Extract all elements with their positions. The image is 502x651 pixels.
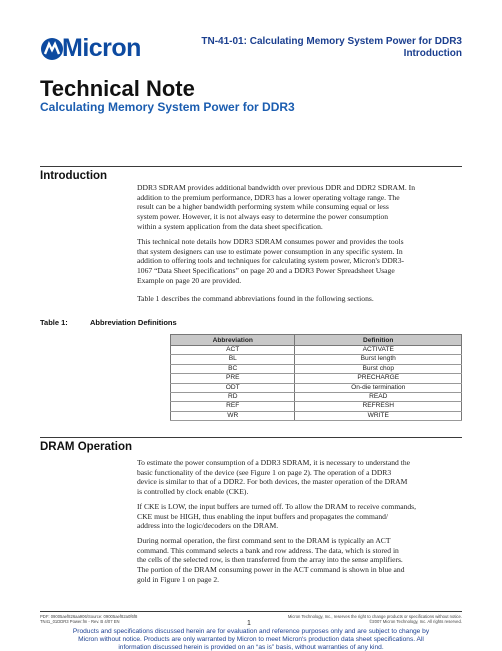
table-cell: REFRESH <box>295 402 462 411</box>
running-header <box>201 36 462 60</box>
running-header-title: TN-41-01: Calculating Memory System Power for DDR3 <box>201 36 462 47</box>
table-row <box>171 411 462 420</box>
table-cell: BL <box>171 355 295 364</box>
dram-paragraph-1 <box>137 458 462 497</box>
text-line: address into the logic/decoders on the DRAM. <box>137 521 279 531</box>
column-header-abbreviation: Abbreviation <box>171 335 295 346</box>
text-line: the cells of the selected row, is then transferred from the array into the sense amplifiers. <box>137 555 403 565</box>
text-line: 1067 “Data Sheet Specifications” on page 20 and a DDR3 Power Spreadsheet Usage <box>137 266 395 276</box>
footer-divider <box>40 611 462 612</box>
table-cell: REF <box>171 402 295 411</box>
footer-right <box>288 614 462 624</box>
page-number: 1 <box>247 620 251 627</box>
footer-source: PDF: 09005aef826aa906/Source: 09005aef82a0f6f8 <box>40 614 138 619</box>
text-line: To estimate the power consumption of a DDR3 SDRAM, it is necessary to understand the <box>137 458 411 467</box>
footer-rights: Micron Technology, Inc., reserves the right to change products or specifications without notice. <box>287 614 462 619</box>
table-cell: WR <box>171 411 295 420</box>
table-cell: On-die termination <box>295 383 462 392</box>
text-line: DDR3 SDRAM provides additional bandwidth over previous DDR and DDR2 SDRAM. In <box>137 183 416 192</box>
table-cell: WRITE <box>295 411 462 420</box>
disclaimer <box>40 628 462 651</box>
table-cell: PRE <box>171 374 295 383</box>
text-line: result can be a higher bandwidth performing system while consuming equal or less <box>137 202 389 212</box>
table-row <box>171 364 462 373</box>
footer-copyright: ©2007 Micron Technology, Inc. All rights reserved. <box>369 619 462 624</box>
table-cell: ODT <box>171 383 295 392</box>
table-row <box>171 346 462 355</box>
dram-paragraph-3 <box>137 536 462 585</box>
text-line: command. This command selects a bank and row address. The data, which is stored in <box>137 545 399 555</box>
table-cell: RD <box>171 393 295 402</box>
table-cell: ACTIVATE <box>295 346 462 355</box>
text-line: system power. However, it is not always easy to determine the power consumption <box>137 212 389 222</box>
footer-file: TN41_01DDR3 Power.fm - Rev. B 4/07 EN <box>40 619 120 624</box>
text-line: that system designers can use to estimate power consumption in any specific system. In <box>137 246 403 256</box>
text-line: The portion of the DRAM consuming power in the ACT command is shown in blue and <box>137 565 405 575</box>
micron-logo <box>40 34 140 64</box>
table-row <box>171 355 462 364</box>
text-line: If CKE is LOW, the input buffers are turned off. To allow the DRAM to receive commands, <box>137 502 417 511</box>
text-line: CKE must be HIGH, thus enabling the input buffers and propagates the command/ <box>137 511 389 521</box>
table-cell: ACT <box>171 346 295 355</box>
text-line: device is similar to that of a DDR2. For both devices, the master operation of the DRAM <box>137 477 408 487</box>
table-number: Table 1: <box>40 318 68 327</box>
micron-logo-icon <box>40 37 64 61</box>
text-line: addition to the premium performance, DDR3 has a lower operating voltage range. The <box>137 192 400 202</box>
table-cell: Burst length <box>295 355 462 364</box>
text-line: Table 1 describes the command abbreviations found in the following sections. <box>137 294 374 303</box>
dram-heading: DRAM Operation <box>40 441 132 453</box>
running-header-section: Introduction <box>403 48 462 59</box>
table-header-row <box>171 335 462 346</box>
table-row <box>171 383 462 392</box>
text-line: During normal operation, the first command sent to the DRAM is typically an ACT <box>137 536 391 545</box>
table-caption <box>40 318 177 327</box>
disclaimer-line: Micron without notice. Products are only warranted by Micron to meet Micron's production data sheet specifications. All <box>78 635 424 643</box>
text-line: This technical note details how DDR3 SDRAM consumes power and provides the tools <box>137 237 404 246</box>
footer-left <box>40 614 137 624</box>
table-cell: Burst chop <box>295 364 462 373</box>
intro-paragraph-3 <box>137 294 462 304</box>
text-line: basic functionality of the device (see Figure 1 on page 2). The operation of a DDR3 <box>137 467 392 477</box>
text-line: addition to offering tools and techniques for calculating system power, Micron's DDR3- <box>137 256 405 266</box>
intro-heading: Introduction <box>40 170 108 182</box>
disclaimer-line: information discussed herein is provided on an “as is” basis, without warranties of any kind. <box>118 643 384 651</box>
table-cell: READ <box>295 393 462 402</box>
table-title: Abbreviation Definitions <box>90 318 177 327</box>
section-divider <box>40 166 462 167</box>
table-row <box>171 393 462 402</box>
page-subtitle: Calculating Memory System Power for DDR3 <box>40 100 295 114</box>
table-row <box>171 402 462 411</box>
abbreviation-table <box>170 334 462 421</box>
table-row <box>171 374 462 383</box>
disclaimer-line: Products and specifications discussed herein are for evaluation and reference purposes only and are subject to change by <box>72 628 430 635</box>
column-header-definition: Definition <box>295 335 462 346</box>
dram-paragraph-2 <box>137 502 462 531</box>
text-line: gold in Figure 1 on page 2. <box>137 574 220 584</box>
section-divider <box>40 437 462 438</box>
text-line: within a system application from the data sheet specification. <box>137 221 323 231</box>
intro-paragraph-1 <box>137 183 462 232</box>
text-line: Example on page 20 are provided. <box>137 275 242 285</box>
page-title: Technical Note <box>40 76 195 101</box>
table-cell: BC <box>171 364 295 373</box>
table-cell: PRECHARGE <box>295 374 462 383</box>
logo-text: Micron <box>62 34 141 62</box>
intro-paragraph-2 <box>137 237 462 286</box>
text-line: is controlled by clock enable (CKE). <box>137 487 249 497</box>
